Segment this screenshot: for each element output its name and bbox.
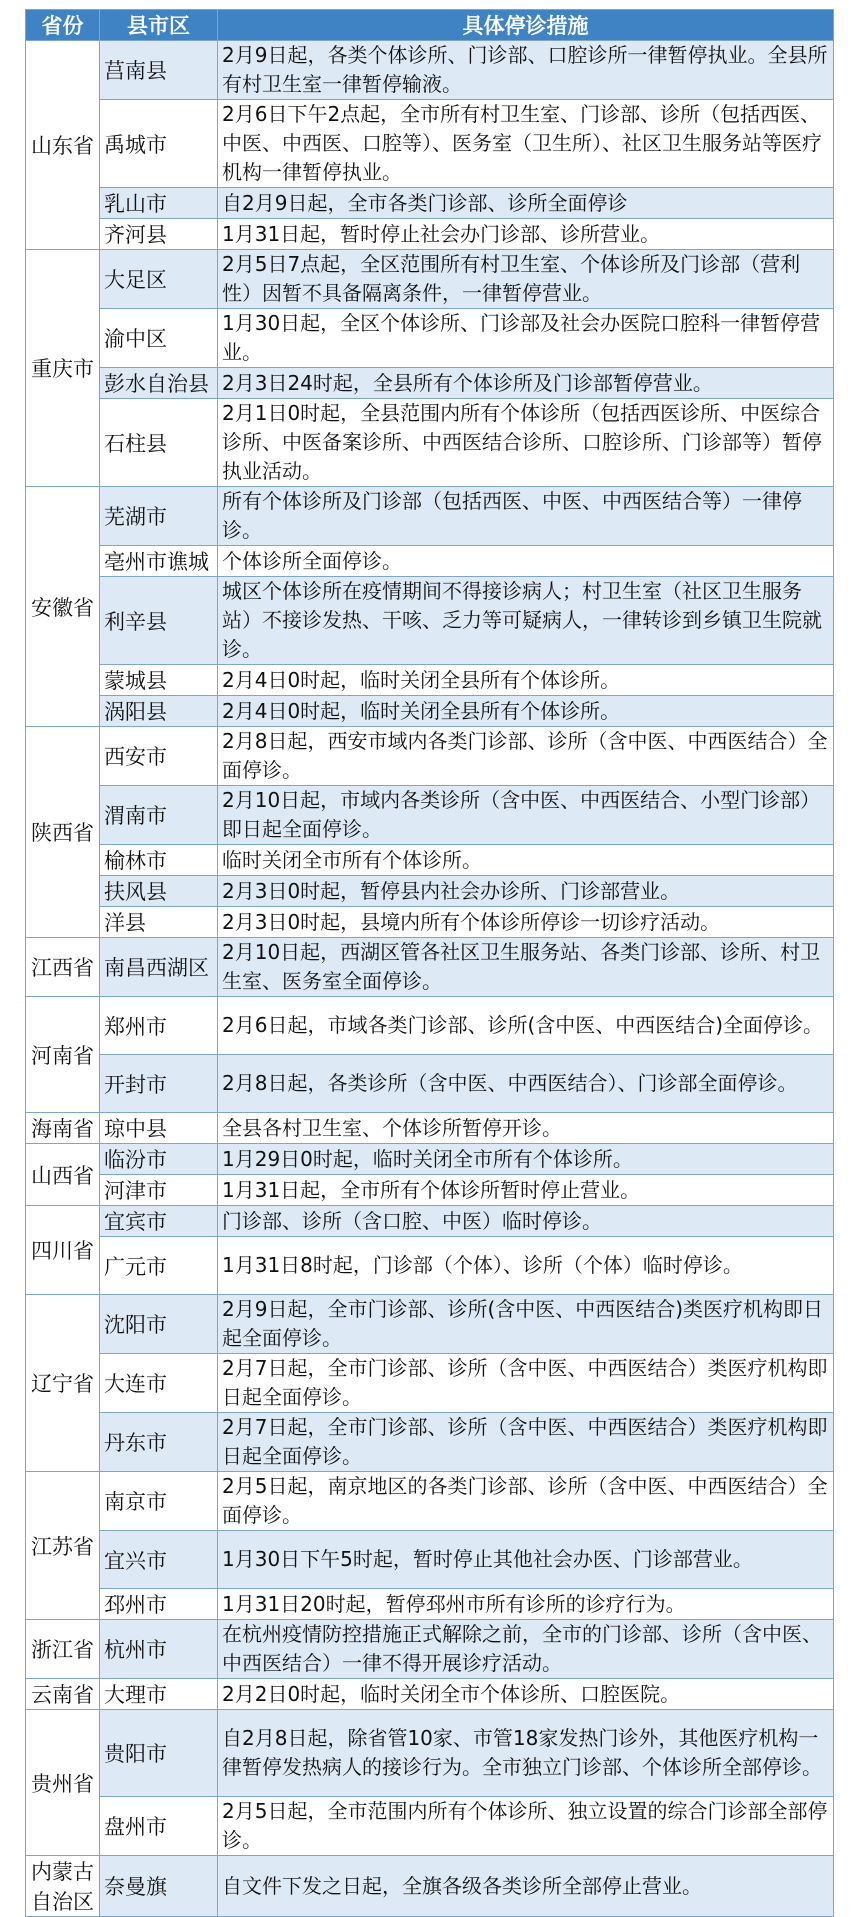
measure-cell: 所有个体诊所及门诊部（包括西医、中医、中西医结合等）一律停诊。: [218, 487, 834, 546]
county-cell: 榆林市: [100, 845, 218, 876]
county-cell: 大连市: [100, 1354, 218, 1413]
province-cell: 海南省: [26, 1113, 100, 1144]
measure-cell: 2月8日起，西安市域内各类门诊部、诊所（含中医、中西医结合）全面停诊。: [218, 727, 834, 786]
table-row: [26, 1710, 834, 1797]
table-row: [26, 1354, 834, 1413]
header-county: 县市区: [100, 10, 218, 41]
measure-cell: 1月30日下午5时起，暂时停止其他社会办医、门诊部营业。: [218, 1531, 834, 1589]
county-cell: 彭水自治县: [100, 368, 218, 399]
table-row: [26, 399, 834, 487]
province-cell: 辽宁省: [26, 1295, 100, 1472]
table-row: [26, 1413, 834, 1472]
county-cell: 洋县: [100, 907, 218, 938]
county-cell: 乳山市: [100, 188, 218, 219]
county-cell: 宜宾市: [100, 1206, 218, 1237]
measure-cell: 2月10日起，西湖区管各社区卫生服务站、各类门诊部、诊所、村卫生室、医务室全面停诊。: [218, 938, 834, 997]
table-row: [26, 577, 834, 665]
measure-cell: 2月5日起，南京地区的各类门诊部、诊所（含中医、中西医结合）全面停诊。: [218, 1472, 834, 1531]
measure-cell: 2月6日起，市域各类门诊部、诊所(含中医、中西医结合)全面停诊。: [218, 997, 834, 1055]
county-cell: 扶风县: [100, 876, 218, 907]
measure-cell: 在杭州疫情防控措施正式解除之前，全市的门诊部、诊所（含中医、中西医结合）一律不得开展诊疗活动。: [218, 1620, 834, 1679]
measure-cell: 2月4日0时起，临时关闭全县所有个体诊所。: [218, 696, 834, 727]
province-cell: 江苏省: [26, 1472, 100, 1620]
measure-cell: 2月5日起，全市范围内所有个体诊所、独立设置的综合门诊部全部停诊。: [218, 1797, 834, 1856]
table-row: [26, 1531, 834, 1589]
table-row: [26, 1856, 834, 1917]
measure-cell: 2月7日起，全市门诊部、诊所（含中医、中西医结合）类医疗机构即日起全面停诊。: [218, 1354, 834, 1413]
county-cell: 广元市: [100, 1237, 218, 1295]
table-row: [26, 1113, 834, 1144]
county-cell: 亳州市谯城: [100, 546, 218, 577]
measure-cell: 2月6日下午2点起，全市所有村卫生室、门诊部、诊所（包括西医、中医、中西医、口腔等）、医务室（卫生所）、社区卫生服务站等医疗机构一律暂停执业。: [218, 100, 834, 188]
table-row: [26, 546, 834, 577]
province-cell: 云南省: [26, 1679, 100, 1710]
table-row: [26, 1055, 834, 1113]
county-cell: 涡阳县: [100, 696, 218, 727]
county-cell: 开封市: [100, 1055, 218, 1113]
table-row: [26, 876, 834, 907]
table-row: [26, 41, 834, 100]
county-cell: 莒南县: [100, 41, 218, 100]
table-row: [26, 938, 834, 997]
county-cell: 芜湖市: [100, 487, 218, 546]
county-cell: 西安市: [100, 727, 218, 786]
measure-cell: 2月3日24时起，全县所有个体诊所及门诊部暂停营业。: [218, 368, 834, 399]
province-cell: 山东省: [26, 41, 100, 250]
county-cell: 渭南市: [100, 786, 218, 845]
table-row: [26, 1620, 834, 1679]
county-cell: 盘州市: [100, 1797, 218, 1856]
county-cell: 南京市: [100, 1472, 218, 1531]
table-row: [26, 219, 834, 250]
table-row: [26, 907, 834, 938]
measure-cell: 2月7日起，全市门诊部、诊所（含中医、中西医结合）类医疗机构即日起全面停诊。: [218, 1413, 834, 1472]
table-row: [26, 997, 834, 1055]
measure-cell: 2月9日起，各类个体诊所、门诊部、口腔诊所一律暂停执业。全县所有村卫生室一律暂停输液。: [218, 41, 834, 100]
measure-cell: 2月8日起，各类诊所（含中医、中西医结合）、门诊部全面停诊。: [218, 1055, 834, 1113]
county-cell: 奈曼旗: [100, 1856, 218, 1917]
county-cell: 邳州市: [100, 1589, 218, 1620]
county-cell: 河津市: [100, 1175, 218, 1206]
table-row: [26, 665, 834, 696]
measure-cell: 2月5日7点起，全区范围所有村卫生室、个体诊所及门诊部（营利性）因暂不具备隔离条件，一律暂停营业。: [218, 250, 834, 309]
measure-cell: 2月2日0时起，临时关闭全市个体诊所、口腔医院。: [218, 1679, 834, 1710]
measure-cell: 2月9日起，全市门诊部、诊所(含中医、中西医结合)类医疗机构即日起全面停诊。: [218, 1295, 834, 1354]
province-cell: 江西省: [26, 938, 100, 997]
province-cell: 安徽省: [26, 487, 100, 727]
measure-cell: 临时关闭全市所有个体诊所。: [218, 845, 834, 876]
table-row: [26, 188, 834, 219]
table-row: [26, 1679, 834, 1710]
measure-cell: 1月29日0时起，临时关闭全市所有个体诊所。: [218, 1144, 834, 1175]
county-cell: 琼中县: [100, 1113, 218, 1144]
county-cell: 利辛县: [100, 577, 218, 665]
province-cell: 山西省: [26, 1144, 100, 1206]
measure-cell: 2月4日0时起，临时关闭全县所有个体诊所。: [218, 665, 834, 696]
province-cell: 河南省: [26, 997, 100, 1113]
table-row: [26, 250, 834, 309]
table-row: [26, 1175, 834, 1206]
table-row: [26, 1206, 834, 1237]
province-cell: 浙江省: [26, 1620, 100, 1679]
table-row: [26, 1797, 834, 1856]
measure-cell: 2月3日0时起，县境内所有个体诊所停诊一切诊疗活动。: [218, 907, 834, 938]
measure-cell: 2月10日起，市域内各类诊所（含中医、中西医结合、小型门诊部）即日起全面停诊。: [218, 786, 834, 845]
table-row: [26, 1144, 834, 1175]
table-row: [26, 786, 834, 845]
county-cell: 蒙城县: [100, 665, 218, 696]
measure-cell: 1月31日20时起，暂停邳州市所有诊所的诊疗行为。: [218, 1589, 834, 1620]
county-cell: 渝中区: [100, 309, 218, 368]
table-row: [26, 845, 834, 876]
province-cell: 贵州省: [26, 1710, 100, 1856]
table-row: [26, 727, 834, 786]
measure-cell: 全县各村卫生室、个体诊所暂停开诊。: [218, 1113, 834, 1144]
county-cell: 宜兴市: [100, 1531, 218, 1589]
header-province: 省份: [26, 10, 100, 41]
table-body: [26, 41, 834, 1917]
table-row: [26, 100, 834, 188]
county-cell: 贵阳市: [100, 1710, 218, 1797]
county-cell: 丹东市: [100, 1413, 218, 1472]
province-cell: 内蒙古自治区: [26, 1856, 100, 1917]
table-row: [26, 368, 834, 399]
table-row: [26, 309, 834, 368]
measure-cell: 1月31日8时起，门诊部（个体）、诊所（个体）临时停诊。: [218, 1237, 834, 1295]
province-cell: 重庆市: [26, 250, 100, 487]
measure-cell: 自2月9日起，全市各类门诊部、诊所全面停诊: [218, 188, 834, 219]
measure-cell: 城区个体诊所在疫情期间不得接诊病人；村卫生室（社区卫生服务站）不接诊发热、干咳、乏力等可疑病人，一律转诊到乡镇卫生院就诊。: [218, 577, 834, 665]
county-cell: 临汾市: [100, 1144, 218, 1175]
measure-cell: 自2月8日起，除省管10家、市管18家发热门诊外，其他医疗机构一律暂停发热病人的接诊行为。全市独立门诊部、个体诊所全部停诊。: [218, 1710, 834, 1797]
clinic-closure-table: [25, 9, 834, 1917]
table-row: [26, 1589, 834, 1620]
county-cell: 大理市: [100, 1679, 218, 1710]
table-row: [26, 696, 834, 727]
county-cell: 杭州市: [100, 1620, 218, 1679]
province-cell: 四川省: [26, 1206, 100, 1295]
header-row: [26, 10, 834, 41]
table-row: [26, 1472, 834, 1531]
table-row: [26, 1295, 834, 1354]
measure-cell: 自文件下发之日起，全旗各级各类诊所全部停止营业。: [218, 1856, 834, 1917]
measure-cell: 1月31日起，全市所有个体诊所暂时停止营业。: [218, 1175, 834, 1206]
county-cell: 禹城市: [100, 100, 218, 188]
county-cell: 齐河县: [100, 219, 218, 250]
county-cell: 郑州市: [100, 997, 218, 1055]
header-measure: 具体停诊措施: [218, 10, 834, 41]
measure-cell: 2月3日0时起，暂停县内社会办诊所、门诊部营业。: [218, 876, 834, 907]
county-cell: 石柱县: [100, 399, 218, 487]
measure-cell: 1月31日起，暂时停止社会办门诊部、诊所营业。: [218, 219, 834, 250]
province-cell: 陕西省: [26, 727, 100, 938]
table-row: [26, 1237, 834, 1295]
table-row: [26, 487, 834, 546]
measure-cell: 2月1日0时起，全县范围内所有个体诊所（包括西医诊所、中医综合诊所、中医备案诊所、中西医结合诊所、口腔诊所、门诊部等）暂停执业活动。: [218, 399, 834, 487]
county-cell: 大足区: [100, 250, 218, 309]
county-cell: 沈阳市: [100, 1295, 218, 1354]
measure-cell: 门诊部、诊所（含口腔、中医）临时停诊。: [218, 1206, 834, 1237]
measure-cell: 个体诊所全面停诊。: [218, 546, 834, 577]
measure-cell: 1月30日起，全区个体诊所、门诊部及社会办医院口腔科一律暂停营业。: [218, 309, 834, 368]
county-cell: 南昌西湖区: [100, 938, 218, 997]
